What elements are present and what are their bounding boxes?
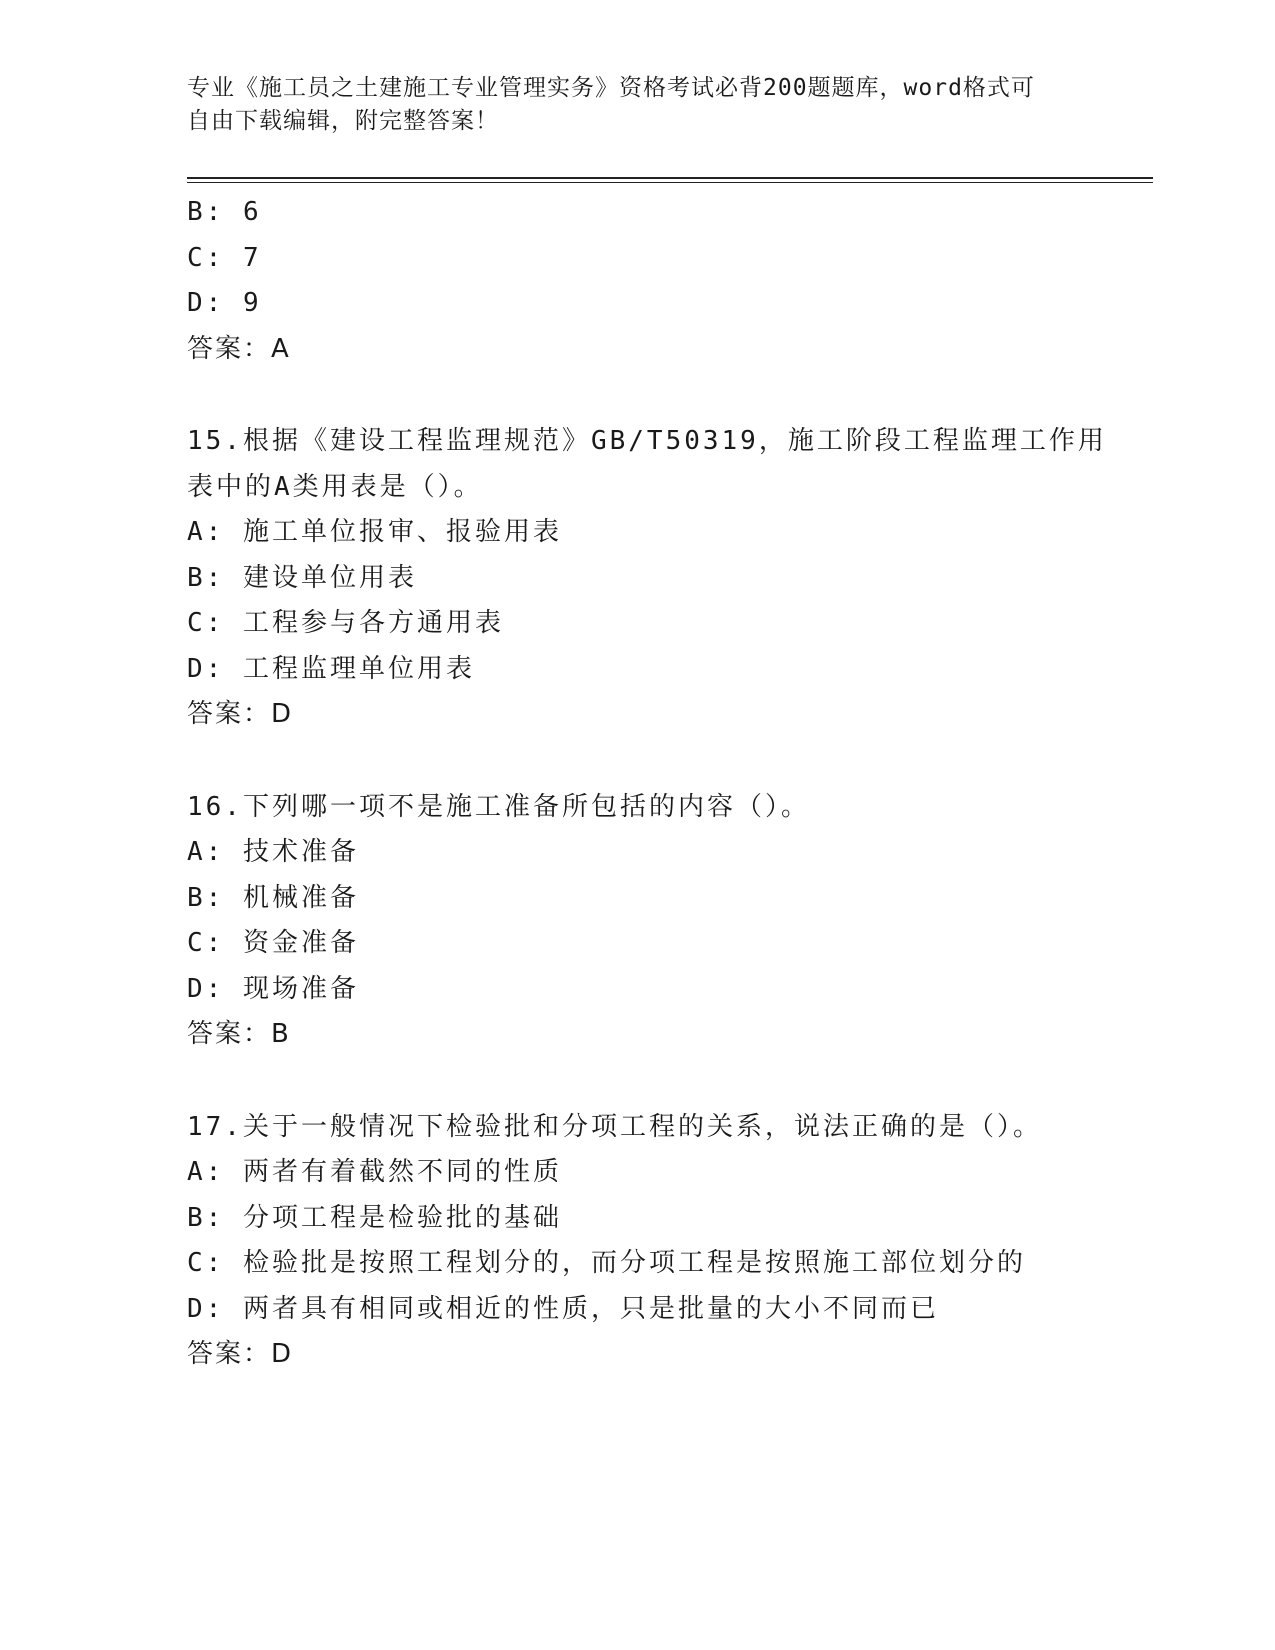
option-b: B: 6 [187, 197, 262, 227]
option-b: B: 机械准备 [187, 882, 359, 913]
question-15 [187, 419, 1107, 738]
option-c: C: 7 [187, 242, 262, 273]
answer-line: 答案：D [187, 699, 294, 729]
answer-line: 答案：D [187, 1339, 294, 1369]
document-body [187, 190, 1107, 1378]
answer-line: 答案：B [187, 1019, 291, 1049]
option-d: D: 两者具有相同或相近的性质，只是批量的大小不同而已 [187, 1293, 939, 1324]
header-rule-thick [187, 177, 1153, 179]
option-b: B: 建设单位用表 [187, 562, 417, 593]
question-stem: 16.下列哪一项不是施工准备所包括的内容（）。 [187, 791, 810, 822]
answer-line: 答案：A [187, 333, 291, 364]
question-14-continued [187, 190, 1087, 372]
option-a: A: 施工单位报审、报验用表 [187, 517, 562, 547]
question-stem: 表中的A类用表是（）。 [187, 471, 483, 502]
header-line-2: 自由下载编辑，附完整答案！ [187, 108, 499, 134]
option-c: C: 资金准备 [187, 928, 359, 958]
option-c: C: 检验批是按照工程划分的，而分项工程是按照施工部位划分的 [187, 1248, 1026, 1278]
option-c: C: 工程参与各方通用表 [187, 608, 504, 638]
question-stem: 17.关于一般情况下检验批和分项工程的关系，说法正确的是（）。 [187, 1111, 1042, 1142]
question-16 [187, 785, 1087, 1058]
option-b: B: 分项工程是检验批的基础 [187, 1202, 562, 1233]
option-a: A: 技术准备 [187, 837, 359, 867]
option-a: A: 两者有着截然不同的性质 [187, 1157, 562, 1187]
header-rule-thin [187, 182, 1153, 183]
page-header [187, 72, 1067, 138]
option-d: D: 现场准备 [187, 973, 359, 1004]
question-17 [187, 1105, 1087, 1378]
question-stem: 15.根据《建设工程监理规范》GB/T50319，施工阶段工程监理工作用 [187, 426, 1107, 456]
option-d: D: 9 [187, 288, 262, 318]
header-line-1: 专业《施工员之土建施工专业管理实务》资格考试必背200题题库，word格式可 [187, 75, 1035, 101]
option-d: D: 工程监理单位用表 [187, 653, 475, 684]
